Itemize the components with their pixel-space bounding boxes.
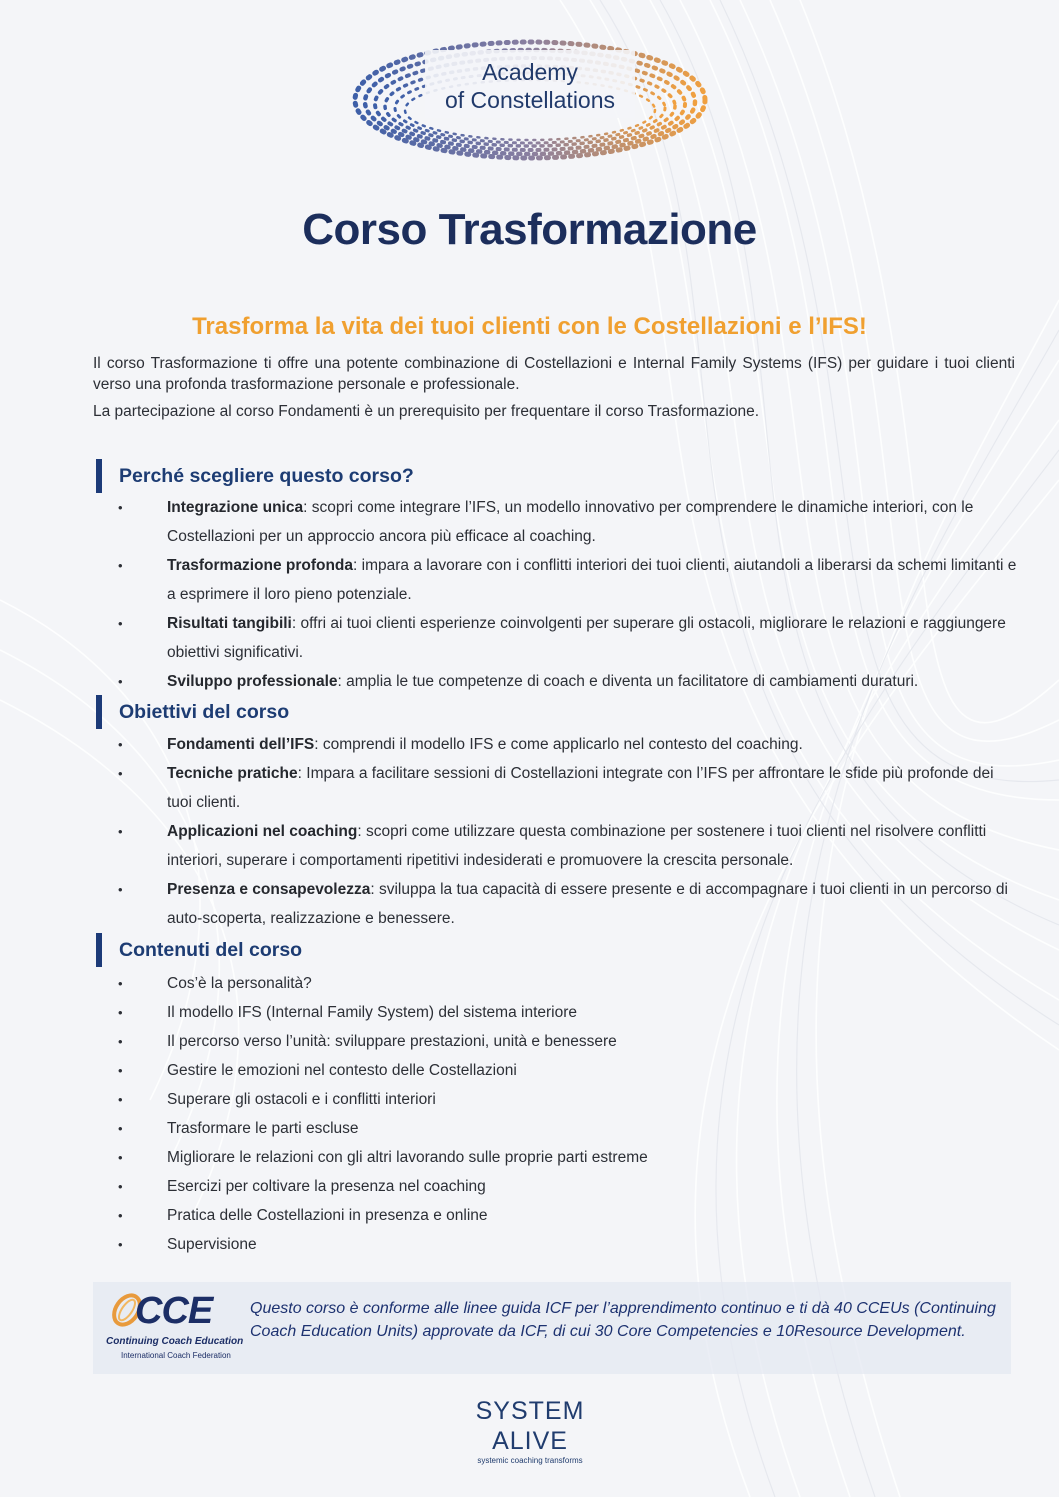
- system-alive-logo: [440, 1396, 620, 1466]
- item-bold: Applicazioni nel coaching: [167, 823, 358, 840]
- item-text: : Impara a facilitare sessioni di Costellazioni integrate con l’IFS per affrontare le sfide più profonde dei tuoi clienti.: [167, 765, 994, 811]
- item-text: : scopri come utilizzare questa combinazione per sostenere i tuoi clienti nel risolvere conflitti interiori, superare i comportamenti ripetitivi indesiderati e promuovere la crescita personale.: [167, 823, 987, 869]
- item-bold: Tecniche pratiche: [167, 765, 298, 782]
- list-item: [118, 817, 1018, 875]
- item-bold: Sviluppo professionale: [167, 673, 338, 690]
- logo-line-1: Academy: [482, 59, 578, 85]
- item-text: : impara a lavorare con i conflitti interiori dei tuoi clienti, aiutandoli a liberarsi da schemi limitanti e a esprimere il loro pieno potenziale.: [167, 557, 1017, 603]
- cce-logo-subtitle-2: International Coach Federation: [121, 1351, 231, 1360]
- academy-logo: [340, 28, 720, 193]
- item-bold: Risultati tangibili: [167, 615, 292, 632]
- list-item: • Migliorare le relazioni con gli altri lavorando sulle proprie parti estreme: [118, 1143, 1018, 1172]
- list-contenuti: [118, 969, 1018, 1259]
- page-title: Corso Trasformazione: [302, 205, 757, 254]
- cce-accreditation-box: [93, 1282, 1011, 1374]
- list-item: [118, 551, 1018, 609]
- section-bar: [96, 695, 102, 729]
- item-bold: Presenza e consapevolezza: [167, 881, 371, 898]
- section-heading-perche: [96, 459, 414, 493]
- system-alive-line-2: ALIVE: [492, 1427, 568, 1455]
- cce-logo-subtitle: Continuing Coach Education: [106, 1336, 244, 1347]
- list-item: • Esercizi per coltivare la presenza nel coaching: [118, 1172, 1018, 1201]
- section-bar: [96, 459, 102, 493]
- list-item: [118, 730, 1018, 759]
- item-text: : comprendi il modello IFS e come applicarlo nel contesto del coaching.: [314, 736, 803, 753]
- cce-description: Questo corso è conforme alle linee guida ICF per l’apprendimento continuo e ti dà 40 CCEUs (Continuing Coach Education Units) approvate da ICF, di cui 30 Core Competencies e 10Resource Development.: [250, 1300, 996, 1340]
- cce-logo: [105, 1290, 244, 1366]
- prerequisite-paragraph: La partecipazione al corso Fondamenti è un prerequisito per frequentare il corso Trasformazione.: [93, 403, 760, 420]
- system-alive-tagline: systemic coaching transforms: [477, 1456, 583, 1465]
- section-heading-contenuti: [96, 933, 302, 967]
- list-item: • Pratica delle Costellazioni in presenza e online: [118, 1201, 1018, 1230]
- list-item: • Trasformare le parti escluse: [118, 1114, 1018, 1143]
- section-title: Obiettivi del corso: [119, 700, 290, 723]
- cce-logo-text: CCE: [135, 1290, 213, 1332]
- list-item: [118, 759, 1018, 817]
- list-item: • Il modello IFS (Internal Family System) del sistema interiore: [118, 998, 1018, 1027]
- list-item: • Supervisione: [118, 1230, 1018, 1259]
- list-perche: [118, 493, 1018, 696]
- item-bold: Integrazione unica: [167, 499, 304, 516]
- item-bold: Fondamenti dell’IFS: [167, 736, 315, 753]
- list-item: [118, 667, 1018, 696]
- list-item: • Gestire le emozioni nel contesto delle Costellazioni: [118, 1056, 1018, 1085]
- list-item: • Il percorso verso l’unità: sviluppare prestazioni, unità e benessere: [118, 1027, 1018, 1056]
- section-title: Perché scegliere questo corso?: [119, 464, 414, 487]
- list-item: [118, 493, 1018, 551]
- list-obiettivi: [118, 730, 1018, 933]
- item-text: : scopri come integrare l’IFS, un modello innovativo per comprendere le dinamiche interiori, con le Costellazioni per un approccio ancora più efficace al coaching.: [167, 499, 974, 545]
- item-text: : offri ai tuoi clienti esperienze coinvolgenti per superare gli ostacoli, migliorare le relazioni e raggiungere obiettivi significativi.: [167, 615, 1006, 661]
- item-text: : sviluppa la tua capacità di essere presente e di accompagnare i tuoi clienti in un percorso di auto-scoperta, realizzazione e benessere.: [167, 881, 1008, 927]
- system-alive-line-1: SYSTEM: [475, 1397, 585, 1425]
- intro-paragraph: Il corso Trasformazione ti offre una potente combinazione di Costellazioni e Internal Family Systems (IFS) per guidare i tuoi clienti verso una profonda trasformazione personale e professionale.: [93, 355, 1015, 393]
- section-bar: [96, 933, 102, 967]
- list-item: [118, 609, 1018, 667]
- list-item: [118, 875, 1018, 933]
- logo-line-2: of Constellations: [444, 87, 616, 113]
- item-text: : amplia le tue competenze di coach e diventa un facilitatore di cambiamenti duraturi.: [337, 673, 919, 690]
- list-item: • Cos’è la personalità?: [118, 969, 1018, 998]
- page-subtitle: Trasforma la vita dei tuoi clienti con le Costellazioni e l’IFS!: [192, 313, 867, 340]
- section-title: Contenuti del corso: [119, 938, 303, 961]
- list-item: • Superare gli ostacoli e i conflitti interiori: [118, 1085, 1018, 1114]
- item-bold: Trasformazione profonda: [167, 557, 354, 574]
- section-heading-obiettivi: [96, 695, 289, 729]
